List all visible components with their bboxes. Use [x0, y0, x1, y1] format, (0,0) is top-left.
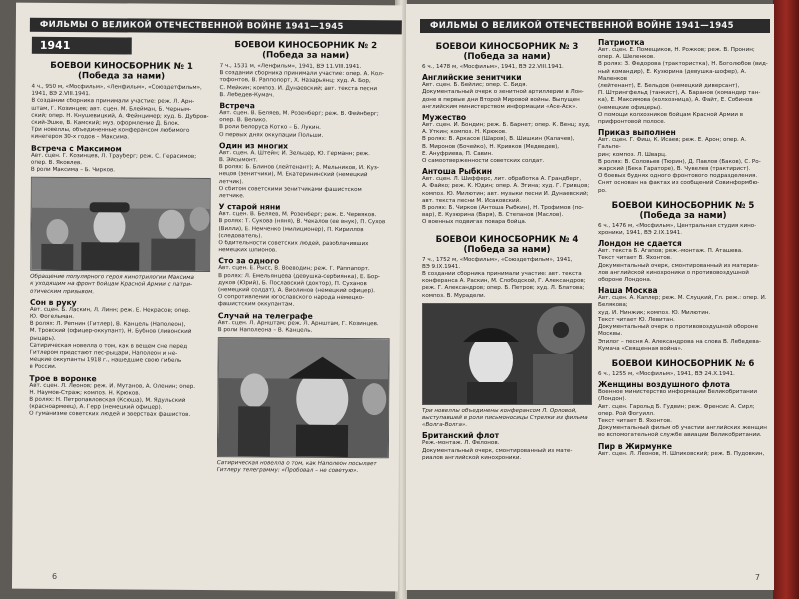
text-line: ский; опер. Н. Кнушевицкий, А. Фейнцимер; худ. Б. Дубров- [31, 112, 209, 120]
text-line: Авт. сцен. В. Беляев, М. Розенберг; реж. Е. Червяков. [218, 211, 377, 219]
text-line: В ролях: Б. Блинов (лейтенант); А. Мельников, И. Куз- [218, 164, 379, 172]
text-line: Текст читает В. Яхонтов. [598, 255, 672, 262]
text-line: во вспомогательной службе авиации Великобритании. [598, 432, 762, 439]
text-line: Военное министерство информации Великобритании [598, 389, 758, 396]
text-line: Авт. сцен. В. Беляев, М. Розенберг; реж. В. Фейнберг; [219, 110, 379, 118]
text-line: В создании сборника принимали участие: реж. Л. Арн- [31, 98, 195, 106]
text-line: Сатирическая новелла о том, как Наполеон посылает [216, 460, 377, 468]
text-line: Авт. сцен. Б. Ласкин, Л. Линн; реж. Е. Некрасов; опер. [29, 306, 191, 314]
text-line: В ролях: Т. Сукова (няня), В. Чекалов (ее внук), П. Сухов [218, 218, 386, 226]
page-header-band: ФИЛЬМЫ О ВЕЛИКОЙ ОТЕЧЕСТВЕННОЙ ВОЙНЕ 1941—1945 [420, 19, 770, 33]
text-line: В ролях: Л. Емельянцева (девушка-сербиянка), Е. Бор- [218, 272, 380, 280]
text-line: худ. И. Нинжик; композ. Ю. Милютин. [598, 309, 711, 316]
text-line: О сопротивлении югославского народа немецко- [217, 294, 365, 302]
text-line: нецов (зенитчики), М. Екатерининский (немецкий [218, 171, 368, 179]
text-line: В роли Максима – Б. Чирков. [30, 166, 116, 174]
text-line: (Победа за нами) [77, 71, 166, 82]
text-line: (немецкий солдат), А. Виолинов (немецкий офицер). [218, 287, 376, 295]
text-line: рыцарь). [29, 335, 56, 342]
text-line: хроники, 1941, ВЭ 2.IX.1941. [598, 230, 683, 237]
section-title: Один из многих [219, 140, 289, 151]
section-title: Мужество [422, 113, 467, 123]
text-line: Авт. сцен. А. Каплер; реж. М. Слуцкий, Гл. реж.: опер. И. Белякова; [598, 295, 767, 309]
text-line: (Вилли), Е. Немченко (милиционер), П. Кириллов [218, 225, 364, 233]
year-heading: 1941 [32, 37, 132, 55]
text-line: фашистским оккупантам. [217, 301, 295, 309]
section-credits [422, 440, 592, 462]
section-credits [422, 122, 592, 165]
text-line: отическим призывом. [30, 288, 95, 295]
collection-info [422, 257, 592, 300]
text-line: М. Тровский (офицер-оккупант), Н. Бубнов (ливонский [29, 328, 192, 336]
section-credits [29, 382, 209, 419]
text-line: (Победа за нами) [463, 52, 551, 62]
text-line: О самоотверженности советских солдат. [422, 158, 545, 165]
text-line: Авт. сцен. Е. Помещиков, Н. Рожков; реж. В. Пронин; [598, 47, 755, 53]
section-credits [29, 307, 209, 373]
text-line: (лейтенант), Е. Бельдов (немецкий диверсант), [598, 83, 740, 90]
text-line: Авт. сцен. Л. Шифферс, лит. обработка А. Грандберг, [422, 176, 582, 183]
section-credits [598, 295, 768, 353]
text-line: (Победа за нами) [639, 210, 727, 221]
text-line: Авт. сцен. Гарольд Б. Гудвин; реж. Френсис А. Сирл; [598, 403, 755, 410]
section-title: Британский флот [422, 431, 499, 441]
column-4 [598, 36, 768, 581]
text-line: ный командир), Е. Кузюрина (девушка-шофер), А. Маленков [598, 68, 747, 82]
text-line: Ю. Фогельман. [29, 313, 75, 321]
section-title: Трое в воронке [29, 373, 97, 383]
text-line: Снят основан на фактах из сообщений Совинформбю- [598, 180, 760, 187]
text-line: Текст читает В. Яхонтов. [598, 417, 672, 424]
section-title: Лондон не сдается [598, 239, 682, 249]
right-page [406, 4, 774, 590]
text-line: Авт. текста Б. Агапов; реж.-монтаж. П. Аташева. [598, 248, 743, 255]
text-line: О военных подвигах повара бойца. [422, 219, 527, 226]
text-line: В. Эйсымонт. [218, 157, 258, 164]
text-line: опер. Рой Фогуилл. [598, 410, 655, 417]
page-header-band: ФИЛЬМЫ О ВЕЛИКОЙ ОТЕЧЕСТВЕННОЙ ВОЙНЕ 1941—1945 [30, 18, 402, 35]
text-line: композ. Ю. Милютин; авт. музыки песни И. Дунаевский; [422, 190, 589, 197]
text-line: Авт. сцен. Е. Рысс, В. Воеводин; реж. Г. Раппапорт. [218, 265, 370, 273]
section-credits [219, 110, 391, 140]
text-line: 6 ч., 1478 м, «Мосфильм», 1941, ВЭ 22.VIII.1941. [422, 64, 564, 70]
text-line: Эпилог – песня А. Александрова на слова В. Лебедева- [598, 338, 761, 345]
text-line: доне в первые дни Второй Мировой войны. Выпущен [422, 96, 580, 103]
section-title: Женщины воздушного флота [598, 380, 730, 390]
text-line: опер. А. Шеленков. [598, 54, 655, 61]
text-line: БОЕВОЙ КИНОСБОРНИК № 3 [435, 42, 579, 52]
text-line: (немецкие офицеры). [598, 104, 663, 111]
text-line: БОЕВОЙ КИНОСБОРНИК № 2 [234, 40, 378, 52]
text-line: 6 ч., 1255 м, «Мосфильм», 1941, ВЭ 24.X.1941. [598, 370, 735, 377]
text-line: вар), Е. Кузюрина (Варя), В. Степанов (Маслов). [422, 212, 564, 219]
text-line: Авт. сцен. Г. Козинцев, Л. Трауберг; реж. С. Герасимов; [30, 152, 197, 160]
collection-info [219, 63, 391, 100]
text-line: 1941, ВЭ 2.VIII.1941. [31, 90, 91, 98]
film-still-photo [217, 337, 390, 458]
text-line: С. Мейкин; композ. И. Дунаевский; авт. текста песни [219, 84, 378, 92]
text-line: (красноармеец), А. Герр (немецкий офицер). [29, 404, 163, 411]
text-line: Текст читает Ю. Левитан. [598, 316, 675, 323]
text-line: Москвы. [598, 331, 623, 338]
collection-title [32, 61, 212, 82]
text-line: лов английской кинохроники о противовоздушной [598, 269, 749, 276]
text-line: Три новеллы объединены конферансом Л. Орловой, [422, 407, 577, 414]
text-line: (следователь). [218, 232, 263, 240]
photo-caption [422, 408, 592, 430]
text-line: Три новеллы, объединенные конферансом любимого [31, 126, 190, 135]
text-line: Авт. сцен. Л. Леонов, Н. Шпиковский; реж. В. Пудовкин, [598, 450, 765, 457]
text-line: кинегероя 30-х годов – Максима. [31, 134, 130, 141]
film-still-image [31, 178, 211, 271]
section-title: Пир в Жирмунке [598, 441, 672, 451]
collection-info [422, 64, 592, 71]
section-title: Патриотка [598, 38, 645, 47]
text-line: Авт. сцен. И. Бондин; реж. Б. Барнет; опер. К. Венц; худ. [422, 122, 591, 129]
film-still-image [423, 304, 592, 404]
text-line: Документальный фильм об участии английских женщин [598, 425, 767, 432]
section-credits [422, 176, 592, 226]
text-line: Н. Наумов-Страж; композ. Н. Крюков. [29, 389, 141, 397]
book-cover-edge [773, 0, 799, 599]
text-line: В. Миронов (Бочейко), Н. Кривков (Медведев), [422, 143, 560, 150]
text-line: опер. В. Велико. [219, 117, 268, 124]
text-line: жарский (Бека Гараторе), В. Чувелев (трактирист). [598, 166, 751, 173]
text-line: Гитлеру телеграмму: «Пробовал – не советую». [216, 467, 359, 475]
text-line: О бдительности советских людей, разоблачивших [218, 240, 369, 248]
text-line: П. Штрингфельд (танкист), А. Баранов (командир тан- [598, 90, 761, 97]
text-line: реж. Г. Александров; опер. Б. Петров; худ. Л. Блатова; [422, 285, 585, 292]
collection-title [598, 201, 768, 221]
collection-info [598, 371, 768, 378]
text-line: риалов английской кинохроники. [422, 454, 522, 461]
text-line: Авт. сцен. Б. Бейлис; опер. С. Бидя. [422, 82, 528, 89]
text-line: В ролях: Н. Петропавловская (Ксюша), М. Ядульский [29, 396, 186, 404]
text-line: английским министерством информации «Асе-Аск». [422, 103, 578, 110]
text-line: О сбитом советскими зенитчиками фашистском [218, 185, 362, 193]
column-3 [422, 36, 592, 581]
text-line: О боевых буднях одного фронтового подразделения. [598, 173, 758, 180]
section-title: Наша Москва [598, 286, 658, 296]
text-line: Сатирическая новелла о том, как в вещем сне перед [29, 342, 188, 350]
text-line: БОЕВОЙ КИНОСБОРНИК № 5 [611, 200, 755, 211]
collection-title [422, 235, 592, 255]
text-line: Авт. сцен. Л. Арнштам; реж. Л. Арнштам, Г. Козинцев. [217, 319, 379, 327]
text-line: О первых днях оккупации Польши. [219, 131, 324, 139]
text-line: О гуманизме советских людей и зверствах фашистов. [29, 411, 191, 419]
section-credits [598, 47, 768, 126]
text-line: Авт. сцен. А. Штейн; И. Зельцер, Ю. Германн; реж. [218, 149, 370, 157]
text-line: Документальный очерк о противовоздушной обороне [598, 324, 759, 331]
collection-info [31, 84, 211, 143]
text-line: мецкие оккупанты 1918 г., нашедшие свою гибель [29, 357, 182, 365]
text-line: В ролях: Б. Чирков (Антоша Рыбкин), Н. Трофимов (по- [422, 205, 584, 212]
text-line: В роли белоруса Котко – Б. Лукин. [219, 124, 321, 132]
text-line: Авт. сцен. Г. Фиш, К. Исаев; реж. Е. Арон; опер. А. Гальпе- [598, 137, 747, 151]
text-line: БОЕВОЙ КИНОСБОРНИК № 1 [50, 60, 193, 72]
text-line: прифронтовой полосе. [598, 119, 666, 126]
collection-title [220, 40, 392, 61]
text-line: летчик). [218, 178, 244, 185]
section-credits [218, 320, 390, 336]
section-title: Случай на телеграфе [217, 310, 313, 321]
text-line: Реж.-монтаж. Л. Фелонов. [422, 440, 500, 447]
section-credits [598, 389, 768, 439]
column-1 [28, 35, 212, 581]
text-line: Документальный очерк о зенитной артиллерии в Лон- [422, 89, 584, 96]
text-line: 6 ч., 1476 м, «Мосфильм», Центральная студия кино- [598, 222, 757, 229]
text-line: В ролях: Л. Репнин (Гитлер), В. Канцель (Наполеон), [29, 321, 186, 329]
text-line: летчике. [218, 193, 245, 200]
text-line: выступавшей в роли письмоносицы Стрелки из фильма [422, 415, 588, 422]
photo-caption [217, 460, 389, 476]
text-line: рин; композ. Л. Шварц. [598, 151, 667, 158]
text-line: тофонтов, В. Раппопорт, Х. Назарьянц; худ. А. Бор, [219, 77, 371, 85]
text-line: (Победа за нами) [262, 50, 350, 61]
text-line: композ. В. Мурадели. [422, 292, 486, 299]
page-number: 7 [754, 573, 760, 582]
text-line: ский-Эшке, В. Камский; муз. оформление Д. Блок. [31, 119, 180, 127]
film-still-photo [30, 177, 211, 272]
text-line: ка), Е. Максимова (колхозница), А. Файт, Е. Собинов [598, 97, 753, 104]
section-credits [218, 266, 390, 310]
text-line: «Волга-Волга». [422, 422, 468, 429]
text-line: О помощи колхозников бойцам Красной Армии в [598, 111, 744, 118]
text-line: дуков (Юрий), Б. Пославский (доктор), П. Суханов [218, 279, 367, 287]
text-line: 4 ч., 950 м, «Мосфильм», «Ленфильм», «Союздетфильм», [31, 83, 202, 91]
text-line: опер. В. Яковлев. [30, 159, 83, 166]
text-line: 7 ч., 1531 м, «Ленфильм», 1941, ВЭ 11.VIII.1941. [219, 63, 362, 71]
text-line: ро. [598, 187, 607, 194]
column-2 [216, 36, 392, 582]
section-title: Приказ выполнен [598, 128, 676, 138]
text-line: Авт. сцен. Л. Леонов; реж. И. Мутанов, А. Оленин; опер. [29, 382, 196, 390]
text-line: БОЕВОЙ КИНОСБОРНИК № 4 [435, 234, 579, 245]
left-page [12, 3, 402, 592]
text-line: В ролях: З. Федорова (трактористка), Н. Боголюбов (вид- [598, 61, 768, 68]
text-line: конферанса А. Раскин, М. Слободской, Г. Александров; [422, 278, 586, 285]
section-title: Антоша Рыбкин [422, 167, 493, 177]
section-credits [598, 248, 768, 284]
section-title: Встреча [219, 101, 255, 111]
collection-info [598, 223, 768, 237]
film-still-photo [422, 303, 592, 405]
section-credits [219, 150, 391, 202]
text-line: Гитлером предстают пес-рыцари, Наполеон и не- [29, 349, 178, 357]
text-line: В создании сборника принимали участие: авт. текста [422, 271, 582, 278]
section-credits [598, 137, 768, 195]
text-line: В ролях: В. Аркасов (Шаров), В. Шишкин (Калачев), [422, 136, 575, 143]
text-line: 7 ч., 1752 м, «Мосфильм», «Союздетфильм», 1941, [422, 256, 573, 263]
photo-caption [30, 274, 210, 297]
text-line: (Победа за нами) [463, 244, 551, 255]
text-line: обороне Лондона. [598, 277, 652, 284]
text-line: Обращение популярного героя кинотрилогии Максима [30, 273, 194, 282]
text-line: БОЕВОЙ КИНОСБОРНИК № 6 [611, 358, 755, 369]
text-line: В. Лебедев-Кумач. [219, 91, 275, 99]
section-title: У старой няни [218, 202, 281, 212]
text-line: В роли Наполеона – В. Канцель. [217, 326, 313, 334]
section-title: Встреча с Максимом [31, 143, 122, 154]
text-line: Е. Ануфриева, П. Савин. [422, 150, 494, 157]
text-line: В создании сборника принимали участие: опер. А. Кол- [219, 70, 384, 78]
text-line: Документальный очерк, смонтированный из мате- [422, 447, 573, 454]
section-title: Английские зенитчики [422, 73, 522, 83]
section-title: Сон в руку [29, 297, 77, 307]
text-line: ВЭ 9.IX.1941. [422, 263, 461, 270]
section-credits [218, 211, 390, 255]
section-credits [598, 451, 768, 458]
section-title: Сто за одного [218, 256, 280, 266]
collection-title [598, 359, 768, 369]
text-line: авт. текста песни М. Исаковский. [422, 197, 522, 204]
text-line: А. Файко; реж. К. Юдин; опер. А. Эгина; худ. Г. Гривцов; [422, 183, 590, 190]
section-credits [422, 82, 592, 111]
text-line: к уходящим на фронт бойцам Красной Армии с патри- [30, 281, 193, 289]
text-line: А. Уткин; композ. Н. Крюков. [422, 129, 507, 136]
film-still-image [218, 338, 390, 457]
collection-title [422, 42, 592, 62]
text-line: в России. [29, 364, 57, 371]
text-line: немецких шпионов. [218, 247, 278, 254]
text-line: В ролях: В. Соловьев (Тюрин), Д. Павлов (Баков), С. Ро- [598, 158, 761, 165]
text-line: (Лондон). [598, 396, 627, 403]
page-number: 6 [52, 571, 58, 581]
text-line: штам, Г. Козинцев; авт. сцен. М. Блейман, Б. Черным- [31, 105, 192, 113]
text-line: Кумача «Священная война». [598, 345, 683, 352]
section-credits [31, 152, 211, 175]
text-line: Документальный очерк, смонтированный из материа- [598, 262, 759, 269]
